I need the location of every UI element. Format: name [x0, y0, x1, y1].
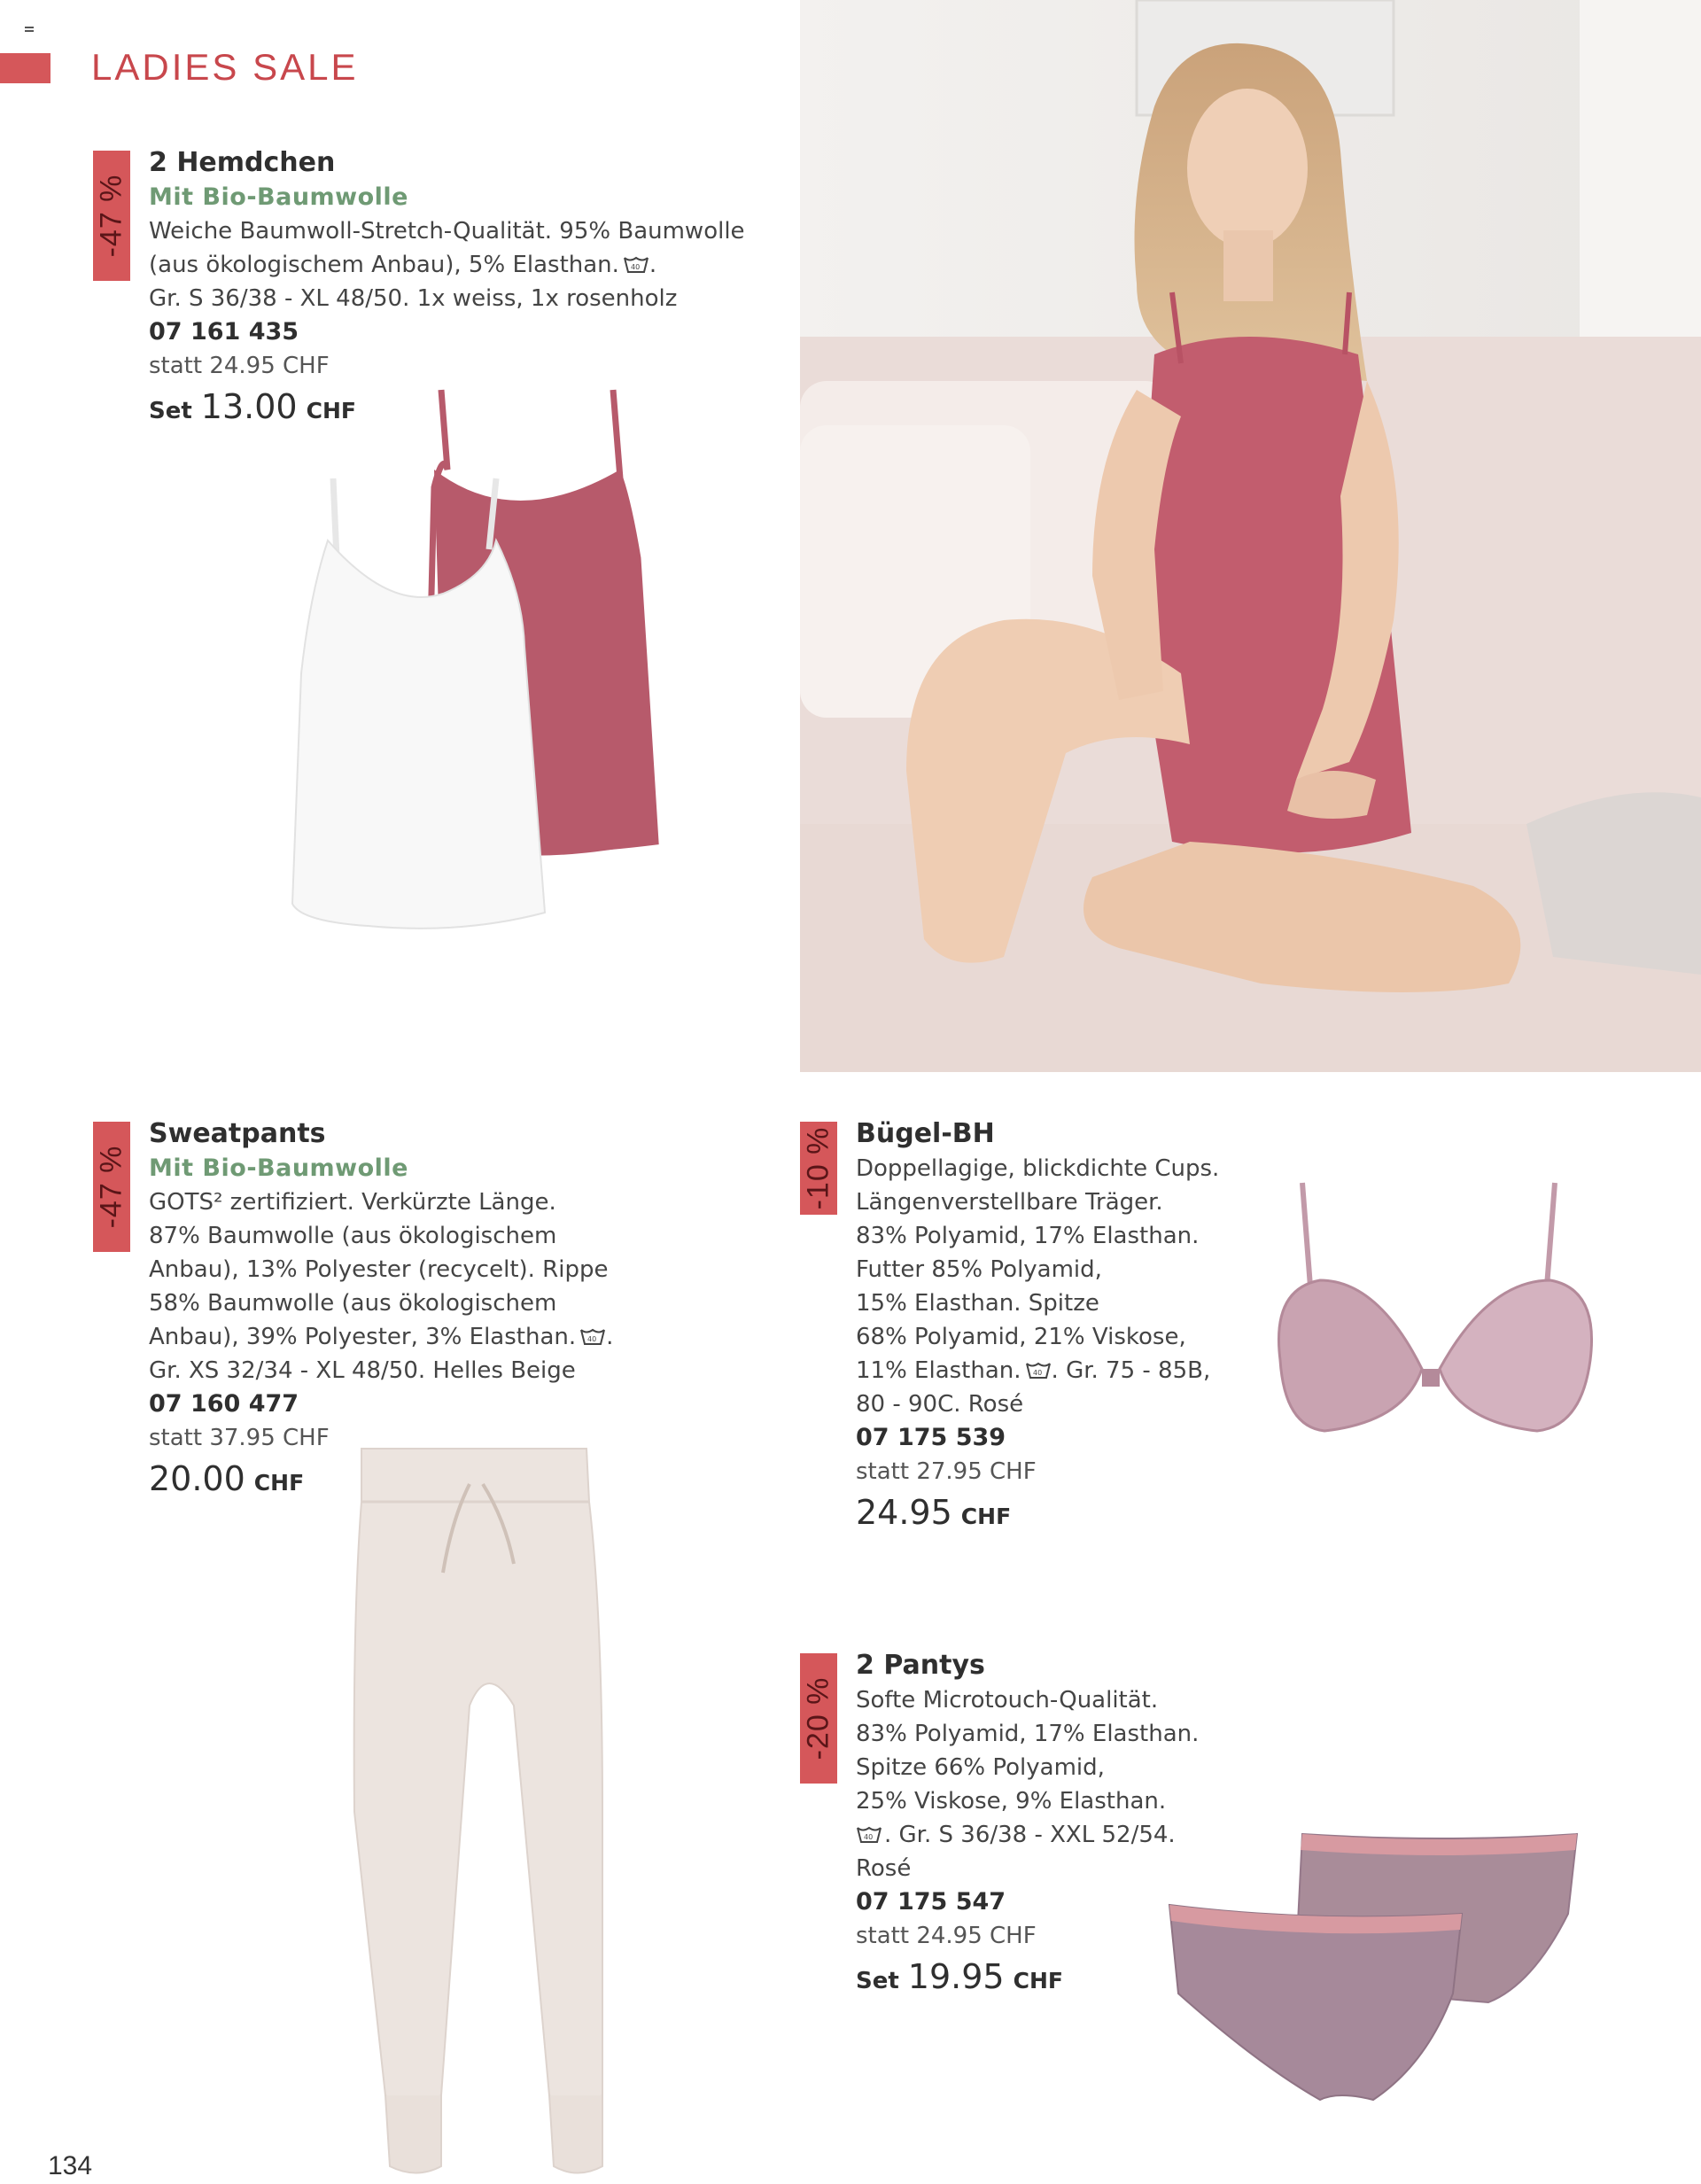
- description-line: Gr. XS 32/34 - XL 48/50. Helles Beige: [149, 1357, 576, 1384]
- description-line: Doppellagige, blickdichte Cups.: [856, 1155, 1220, 1182]
- wash-40-icon: [579, 1326, 606, 1348]
- discount-badge: -20 %: [800, 1653, 837, 1784]
- camisoles-image: [284, 381, 664, 948]
- product-subtitle: Mit Bio-Baumwolle: [149, 1154, 408, 1182]
- old-price: statt 24.95 CHF: [149, 353, 330, 379]
- article-number: 07 175 539: [856, 1424, 1006, 1451]
- product-name: Sweatpants: [149, 1118, 326, 1149]
- product-subtitle: Mit Bio-Baumwolle: [149, 183, 408, 211]
- description-line: 40 . Gr. S 36/38 - XXL 52/54.: [856, 1818, 1246, 1852]
- sweatpants-image: [337, 1440, 620, 2184]
- description-line: Softe Microtouch-Qualität.: [856, 1687, 1159, 1714]
- description-line: 80 - 90C. Rosé: [856, 1391, 1024, 1418]
- svg-text:40: 40: [587, 1335, 597, 1343]
- model-photo-illustration: [800, 0, 1701, 1072]
- description-line: 25% Viskose, 9% Elasthan.: [856, 1788, 1167, 1815]
- old-price: statt 37.95 CHF: [149, 1425, 330, 1451]
- wash-40-icon: [856, 1824, 882, 1846]
- discount-badge: -47 %: [93, 1122, 130, 1252]
- svg-text:40: 40: [864, 1833, 874, 1841]
- svg-text:40: 40: [1032, 1369, 1042, 1377]
- wash-40-icon: [1025, 1360, 1052, 1381]
- description-line: 83% Polyamid, 17% Elasthan.: [856, 1721, 1200, 1747]
- description-line: Gr. S 36/38 - XL 48/50. 1x weiss, 1x rosenholz: [149, 285, 678, 312]
- discount-badge: -47 %: [93, 151, 130, 281]
- description-line: 68% Polyamid, 21% Viskose,: [856, 1324, 1186, 1350]
- product-name: 2 Pantys: [856, 1650, 985, 1681]
- price: Set 13.00 CHF: [149, 387, 356, 426]
- description-line: Weiche Baumwoll-Stretch-Qualität. 95% Baumwolle: [149, 218, 745, 245]
- description-line: Spitze 66% Polyamid,: [856, 1754, 1105, 1781]
- article-number: 07 161 435: [149, 318, 299, 346]
- model-photo: [800, 0, 1701, 1072]
- description-line: Futter 85% Polyamid,: [856, 1256, 1102, 1283]
- description-line: 83% Polyamid, 17% Elasthan.: [856, 1223, 1200, 1249]
- old-price: statt 24.95 CHF: [856, 1923, 1037, 1949]
- wash-40-icon: [623, 254, 649, 276]
- product-name: Bügel-BH: [856, 1118, 995, 1149]
- svg-text:40: 40: [630, 263, 641, 271]
- description-line: Anbau), 39% Polyester, 3% Elasthan. 40 .: [149, 1324, 614, 1350]
- description-line: Längenverstellbare Träger.: [856, 1189, 1163, 1216]
- menu-icon: [25, 27, 34, 34]
- description-line: Anbau), 13% Polyester (recycelt). Rippe: [149, 1256, 609, 1283]
- description-line: 11% Elasthan. 40 . Gr. 75 - 85B,: [856, 1357, 1211, 1384]
- description-line: 87% Baumwolle (aus ökologischem: [149, 1223, 557, 1249]
- description-line: 58% Baumwolle (aus ökologischem: [149, 1290, 557, 1317]
- pantys-image: [1161, 1825, 1586, 2109]
- section-title: LADIES SALE: [91, 46, 359, 88]
- description-line: GOTS² zertifiziert. Verkürzte Länge.: [149, 1189, 556, 1216]
- product-buegel-bh: [856, 1116, 1246, 1534]
- price: Set 19.95 CHF: [856, 1957, 1063, 1996]
- article-number: 07 175 547: [856, 1888, 1006, 1916]
- price: 20.00 CHF: [149, 1459, 305, 1498]
- description-line: Rosé: [856, 1855, 912, 1882]
- article-number: 07 160 477: [149, 1390, 299, 1418]
- description-line: 15% Elasthan. Spitze: [856, 1290, 1099, 1317]
- old-price: statt 27.95 CHF: [856, 1458, 1037, 1485]
- description-line: (aus ökologischem Anbau), 5% Elasthan. 40 .: [149, 252, 657, 278]
- page-number: 134: [48, 2151, 93, 2180]
- price: 24.95 CHF: [856, 1493, 1012, 1532]
- product-name: 2 Hemdchen: [149, 147, 336, 178]
- bra-image: [1271, 1174, 1599, 1444]
- section-color-bar: [0, 53, 50, 83]
- discount-badge: -10 %: [800, 1122, 837, 1215]
